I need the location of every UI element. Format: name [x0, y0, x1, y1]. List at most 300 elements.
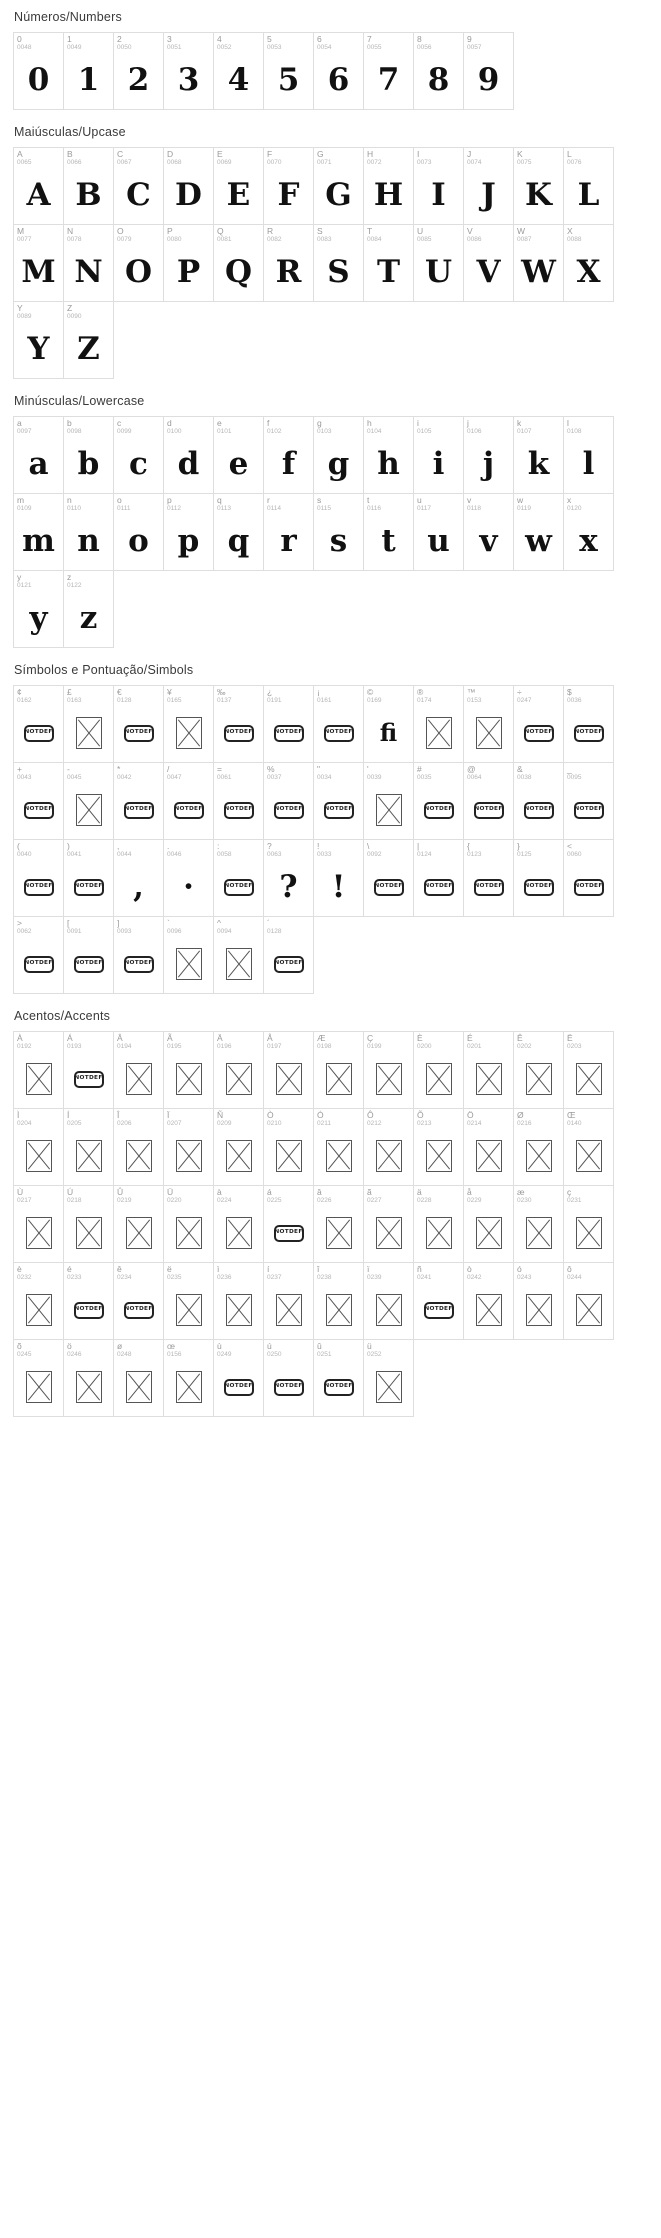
glyph-cell[interactable] — [63, 1262, 114, 1340]
glyph-code-label: 0242 — [467, 1274, 482, 1281]
glyph-cell[interactable] — [213, 224, 264, 302]
glyph-cell[interactable] — [513, 1185, 564, 1263]
glyph-cell[interactable] — [413, 147, 464, 225]
glyph-cell[interactable] — [463, 147, 514, 225]
glyph-cell[interactable] — [463, 685, 514, 763]
glyph-cell[interactable] — [163, 224, 214, 302]
glyph-cell[interactable] — [263, 1108, 314, 1186]
glyph-cell[interactable] — [163, 685, 214, 763]
glyph-cell[interactable] — [113, 1262, 164, 1340]
crossed-box-icon — [426, 1063, 452, 1095]
glyph-cell[interactable] — [563, 1031, 614, 1109]
glyph-sample: Q — [224, 253, 252, 290]
glyph-cell[interactable] — [263, 1262, 314, 1340]
glyph-cell[interactable] — [513, 1108, 564, 1186]
glyph-cell[interactable] — [63, 224, 114, 302]
glyph-cell[interactable] — [13, 685, 64, 763]
glyph-char-label: ¡ — [317, 687, 320, 697]
glyph-sample: h — [377, 445, 400, 482]
glyph-cell[interactable] — [363, 416, 414, 494]
missing-glyph-icon — [214, 1206, 263, 1260]
glyph-cell[interactable] — [513, 493, 564, 571]
glyph-cell[interactable] — [463, 416, 514, 494]
glyph-char-label: P — [167, 226, 173, 236]
notdef-glyph-icon — [314, 783, 363, 837]
glyph-cell[interactable] — [313, 32, 364, 110]
glyph-code-label: 0056 — [417, 44, 432, 51]
glyph-cell[interactable] — [63, 493, 114, 571]
glyph-cell[interactable] — [313, 416, 364, 494]
glyph-char-label: A — [17, 149, 23, 159]
glyph-code-label: 0082 — [267, 236, 282, 243]
crossed-box-icon — [376, 1294, 402, 1326]
glyph-cell[interactable] — [163, 1339, 214, 1417]
glyph-char-label: T — [367, 226, 373, 236]
glyph-cell[interactable] — [263, 1031, 314, 1109]
glyph-cell[interactable] — [113, 916, 164, 994]
glyph-cell[interactable] — [113, 1339, 164, 1417]
glyph-sample: q — [227, 522, 250, 559]
glyph-cell[interactable] — [363, 839, 414, 917]
glyph-cell[interactable] — [313, 1031, 364, 1109]
glyph-cell[interactable] — [363, 224, 414, 302]
glyph-char-label: E — [217, 149, 223, 159]
rounded-tag-icon: NOTDEF — [274, 1225, 304, 1242]
glyph-cell[interactable] — [313, 762, 364, 840]
glyph-cell[interactable] — [513, 224, 564, 302]
glyph-cell[interactable] — [313, 1339, 364, 1417]
glyph-char-label: 1 — [67, 34, 72, 44]
notdef-glyph-icon — [414, 783, 463, 837]
glyph-cell[interactable] — [63, 916, 114, 994]
glyph-cell[interactable] — [313, 839, 364, 917]
glyph-code-label: 0194 — [117, 1043, 132, 1050]
glyph-cell[interactable] — [163, 1262, 214, 1340]
glyph-char-label: W — [517, 226, 526, 236]
glyph-cell[interactable] — [563, 224, 614, 302]
rounded-tag-icon: NOTDEF — [24, 879, 54, 896]
glyph-cell[interactable] — [113, 32, 164, 110]
glyph-sample: f — [281, 445, 296, 482]
missing-glyph-icon — [514, 1052, 563, 1106]
missing-glyph-icon — [114, 1360, 163, 1414]
glyph-cell[interactable] — [213, 416, 264, 494]
glyph-cell[interactable] — [13, 493, 64, 571]
glyph-code-label: 0081 — [217, 236, 232, 243]
glyph-sample: n — [77, 522, 100, 559]
glyph-char-label: ® — [417, 687, 424, 697]
glyph-char-label: D — [167, 149, 174, 159]
missing-glyph-icon — [364, 783, 413, 837]
glyph-sample: t — [381, 522, 396, 559]
glyph-char-label: õ — [17, 1341, 22, 1351]
glyph-cell[interactable] — [13, 147, 64, 225]
glyph-cell[interactable] — [13, 301, 64, 379]
glyph-cell[interactable] — [63, 1339, 114, 1417]
glyph-cell[interactable] — [463, 1031, 514, 1109]
glyph-cell[interactable] — [363, 493, 414, 571]
glyph-sample: 1 — [77, 61, 100, 98]
glyph-cell[interactable] — [163, 416, 214, 494]
glyph-cell[interactable] — [163, 1108, 214, 1186]
glyph-code-label: 0054 — [317, 44, 332, 51]
glyph-code-label: 0232 — [17, 1274, 32, 1281]
glyph-code-label: 0233 — [67, 1274, 82, 1281]
glyph-cell[interactable] — [113, 1108, 164, 1186]
glyph-cell[interactable] — [263, 1185, 314, 1263]
glyph-cell[interactable] — [163, 147, 214, 225]
glyph-cell[interactable] — [63, 839, 114, 917]
glyph-cell[interactable] — [313, 1185, 364, 1263]
glyph-code-label: 0067 — [117, 159, 132, 166]
glyph-code-label: 0044 — [117, 851, 132, 858]
glyph-char-label: É — [467, 1033, 473, 1043]
missing-glyph-icon — [64, 706, 113, 760]
glyph-char-label: Í — [67, 1110, 70, 1120]
missing-glyph-icon — [114, 1206, 163, 1260]
glyph-cell[interactable] — [513, 839, 564, 917]
notdef-glyph-icon — [14, 706, 63, 760]
glyph-code-label: 0091 — [67, 928, 82, 935]
glyph-char-label: ) — [67, 841, 70, 851]
glyph-code-label: 0209 — [217, 1120, 232, 1127]
glyph-sample: A — [26, 176, 51, 213]
crossed-box-icon — [576, 1063, 602, 1095]
glyph-cell[interactable] — [263, 762, 314, 840]
glyph-code-label: 0073 — [417, 159, 432, 166]
glyph-cell[interactable] — [413, 1108, 464, 1186]
glyph-code-label: 0039 — [367, 774, 382, 781]
glyph-cell[interactable] — [313, 224, 364, 302]
glyph-cell[interactable] — [213, 147, 264, 225]
glyph-cell[interactable] — [13, 32, 64, 110]
glyph-cell[interactable] — [113, 147, 164, 225]
glyph-char-label: w — [517, 495, 524, 505]
glyph-char-label: F — [267, 149, 273, 159]
glyph-cell[interactable] — [413, 493, 464, 571]
notdef-glyph-icon — [264, 1360, 313, 1414]
glyph-cell[interactable] — [463, 224, 514, 302]
glyph-cell[interactable] — [213, 1339, 264, 1417]
glyph-cell[interactable] — [413, 416, 464, 494]
section-title: Minúsculas/Lowercase — [14, 394, 145, 408]
notdef-glyph-icon — [564, 706, 613, 760]
glyph-cell[interactable] — [213, 685, 264, 763]
glyph-char-label: ï — [367, 1264, 370, 1274]
notdef-glyph-icon — [14, 783, 63, 837]
glyph-cell[interactable] — [563, 1262, 614, 1340]
glyph-code-label: 0195 — [167, 1043, 182, 1050]
glyph-char-label: 4 — [217, 34, 222, 44]
glyph-code-label: 0110 — [67, 505, 81, 512]
glyph-cell[interactable] — [13, 1339, 64, 1417]
glyph-cell[interactable] — [413, 839, 464, 917]
glyph-sample: k — [527, 445, 550, 482]
crossed-box-icon — [226, 1217, 252, 1249]
glyph-cell[interactable] — [13, 1108, 64, 1186]
glyph-cell[interactable] — [63, 1108, 114, 1186]
glyph-char-label: Ú — [67, 1187, 74, 1197]
glyph-code-label: 0219 — [117, 1197, 132, 1204]
glyph-char-label: Ò — [267, 1110, 274, 1120]
glyph-sample: p — [177, 522, 200, 559]
glyph-cell[interactable] — [163, 762, 214, 840]
glyph-cell[interactable] — [363, 147, 414, 225]
glyph-cell[interactable] — [113, 493, 164, 571]
glyph-cell[interactable] — [263, 493, 314, 571]
glyph-cell[interactable] — [213, 762, 264, 840]
glyph-char-label: £ — [67, 687, 72, 697]
glyph-cell[interactable] — [363, 685, 414, 763]
glyph-cell[interactable] — [263, 685, 314, 763]
glyph-cell[interactable] — [463, 762, 514, 840]
glyph-cell[interactable] — [63, 416, 114, 494]
glyph-sample: z — [79, 599, 98, 636]
glyph-code-label: 0104 — [367, 428, 382, 435]
glyph-cell[interactable] — [163, 916, 214, 994]
glyph-cell[interactable] — [113, 1185, 164, 1263]
rounded-tag-icon: NOTDEF — [24, 802, 54, 819]
glyph-code-label: 0125 — [517, 851, 532, 858]
glyph-char-label: ô — [567, 1264, 572, 1274]
glyph-char-label: À — [17, 1033, 23, 1043]
glyph-cell[interactable] — [63, 147, 114, 225]
missing-glyph-icon — [214, 937, 263, 991]
missing-glyph-icon — [164, 706, 213, 760]
glyph-code-label: 0239 — [367, 1274, 382, 1281]
glyph-sample: U — [424, 253, 453, 290]
glyph-cell[interactable] — [213, 1262, 264, 1340]
glyph-code-label: 0069 — [217, 159, 232, 166]
glyph-cell[interactable] — [463, 1185, 514, 1263]
glyph-cell[interactable] — [113, 839, 164, 917]
glyph-code-label: 0123 — [467, 851, 482, 858]
glyph-char-label: Ø — [517, 1110, 524, 1120]
notdef-glyph-icon — [264, 937, 313, 991]
glyph-cell[interactable] — [463, 839, 514, 917]
glyph-cell[interactable] — [313, 1262, 364, 1340]
glyph-char-label: L — [567, 149, 572, 159]
missing-glyph-icon — [314, 1052, 363, 1106]
missing-glyph-icon — [164, 1206, 213, 1260]
glyph-char-label: l — [567, 418, 569, 428]
crossed-box-icon — [476, 717, 502, 749]
glyph-cell[interactable] — [313, 493, 364, 571]
glyph-cell[interactable] — [563, 147, 614, 225]
glyph-char-label: / — [167, 764, 170, 774]
glyph-code-label: 0108 — [567, 428, 582, 435]
crossed-box-icon — [176, 1294, 202, 1326]
glyph-cell[interactable] — [413, 685, 464, 763]
rounded-tag-icon: NOTDEF — [24, 725, 54, 742]
glyph-code-label: 0197 — [267, 1043, 282, 1050]
glyph-cell[interactable] — [363, 1108, 414, 1186]
missing-glyph-icon — [64, 1360, 113, 1414]
glyph-cell[interactable] — [263, 839, 314, 917]
glyph-cell[interactable] — [63, 301, 114, 379]
glyph-cell[interactable] — [463, 493, 514, 571]
glyph-cell[interactable] — [263, 224, 314, 302]
glyph-cell[interactable] — [413, 1185, 464, 1263]
glyph-cell[interactable] — [163, 32, 214, 110]
notdef-glyph-icon — [414, 860, 463, 914]
glyph-sample: e — [228, 445, 249, 482]
glyph-char-label: + — [17, 764, 22, 774]
glyph-cell[interactable] — [463, 1262, 514, 1340]
glyph-char-label: u — [417, 495, 422, 505]
glyph-cell[interactable] — [563, 762, 614, 840]
glyph-code-label: 0169 — [367, 697, 382, 704]
glyph-cell[interactable] — [363, 1262, 414, 1340]
glyph-char-label: - — [67, 764, 70, 774]
glyph-cell[interactable] — [13, 570, 64, 648]
missing-glyph-icon — [264, 1052, 313, 1106]
glyph-cell[interactable] — [63, 32, 114, 110]
glyph-code-label: 0058 — [217, 851, 232, 858]
glyph-cell[interactable] — [63, 1185, 114, 1263]
glyph-cell[interactable] — [363, 1339, 414, 1417]
glyph-cell[interactable] — [13, 416, 64, 494]
glyph-cell[interactable] — [113, 685, 164, 763]
crossed-box-icon — [526, 1140, 552, 1172]
glyph-cell[interactable] — [413, 1262, 464, 1340]
glyph-cell[interactable] — [63, 570, 114, 648]
glyph-cell[interactable] — [13, 839, 64, 917]
glyph-cell[interactable] — [163, 1185, 214, 1263]
glyph-cell[interactable] — [413, 32, 464, 110]
glyph-cell[interactable] — [513, 762, 564, 840]
glyph-cell[interactable] — [113, 224, 164, 302]
glyph-cell[interactable] — [263, 416, 314, 494]
glyph-cell[interactable] — [163, 493, 214, 571]
glyph-cell[interactable] — [563, 493, 614, 571]
glyph-cell[interactable] — [313, 685, 364, 763]
glyph-cell[interactable] — [213, 1108, 264, 1186]
notdef-glyph-icon — [214, 706, 263, 760]
glyph-cell[interactable] — [463, 1108, 514, 1186]
glyph-sample: I — [431, 176, 446, 213]
glyph-char-label: k — [517, 418, 522, 428]
glyph-sample: x — [579, 522, 598, 559]
glyph-char-label: U — [417, 226, 424, 236]
glyph-cell[interactable] — [513, 147, 564, 225]
glyph-cell[interactable] — [63, 685, 114, 763]
glyph-char-label: 7 — [367, 34, 372, 44]
glyph-cell[interactable] — [263, 32, 314, 110]
glyph-cell[interactable] — [463, 32, 514, 110]
glyph-code-label: 0228 — [417, 1197, 432, 1204]
glyph-code-label: 0243 — [517, 1274, 532, 1281]
glyph-char-label: ã — [367, 1187, 372, 1197]
glyph-cell[interactable] — [363, 1031, 414, 1109]
section-lowercase — [0, 384, 661, 647]
glyph-sample: b — [77, 445, 100, 482]
glyph-cell[interactable] — [563, 839, 614, 917]
glyph-cell[interactable] — [313, 147, 364, 225]
glyph-cell[interactable] — [163, 1031, 214, 1109]
glyph-cell[interactable] — [13, 916, 64, 994]
glyph-code-label: 0095 — [567, 774, 582, 781]
glyph-code-label: 0114 — [267, 505, 281, 512]
glyph-code-label: 0103 — [317, 428, 332, 435]
glyph-sample: ! — [331, 868, 346, 905]
glyph-char-label: r — [267, 495, 270, 505]
glyph-cell[interactable] — [563, 1185, 614, 1263]
section-accents — [0, 999, 661, 1416]
glyph-sample: , — [133, 868, 144, 905]
crossed-box-icon — [76, 1140, 102, 1172]
glyph-char-label: Â — [117, 1033, 123, 1043]
glyph-cell[interactable] — [313, 1108, 364, 1186]
glyph-cell[interactable] — [263, 147, 314, 225]
glyph-cell[interactable] — [513, 685, 564, 763]
glyph-cell[interactable] — [13, 224, 64, 302]
glyph-cell[interactable] — [363, 762, 414, 840]
glyph-cell[interactable] — [563, 685, 614, 763]
glyph-cell[interactable] — [13, 1262, 64, 1340]
glyph-cell[interactable] — [563, 416, 614, 494]
glyph-char-label: g — [317, 418, 322, 428]
glyph-cell[interactable] — [513, 416, 564, 494]
glyph-code-label: 0245 — [17, 1351, 32, 1358]
glyph-code-label: 0045 — [67, 774, 82, 781]
glyph-cell[interactable] — [213, 32, 264, 110]
glyph-cell[interactable] — [213, 493, 264, 571]
glyph-cell[interactable] — [363, 1185, 414, 1263]
glyph-cell[interactable] — [213, 916, 264, 994]
glyph-code-label: 0205 — [67, 1120, 82, 1127]
glyph-cell[interactable] — [213, 1185, 264, 1263]
glyph-sample: Z — [77, 330, 100, 367]
glyph-cell[interactable] — [413, 1031, 464, 1109]
crossed-box-icon — [576, 1140, 602, 1172]
glyph-cell[interactable] — [13, 1031, 64, 1109]
crossed-box-icon — [576, 1294, 602, 1326]
glyph-cell[interactable] — [63, 762, 114, 840]
glyph-cell[interactable] — [363, 32, 414, 110]
glyph-cell[interactable] — [413, 762, 464, 840]
glyph-cell[interactable] — [63, 1031, 114, 1109]
glyph-cell[interactable] — [113, 762, 164, 840]
glyph-char-label: á — [267, 1187, 272, 1197]
glyph-cell[interactable] — [263, 916, 314, 994]
crossed-box-icon — [226, 948, 252, 980]
glyph-cell[interactable] — [113, 416, 164, 494]
glyph-cell[interactable] — [213, 839, 264, 917]
glyph-cell[interactable] — [163, 839, 214, 917]
glyph-char-label: ! — [317, 841, 320, 851]
glyph-cell[interactable] — [13, 762, 64, 840]
notdef-glyph-icon — [214, 783, 263, 837]
glyph-char-label: X — [567, 226, 573, 236]
glyph-code-label: 0235 — [167, 1274, 182, 1281]
glyph-cell[interactable] — [413, 224, 464, 302]
glyph-code-label: 0115 — [317, 505, 331, 512]
glyph-cell[interactable] — [263, 1339, 314, 1417]
glyph-cell[interactable] — [113, 1031, 164, 1109]
crossed-box-icon — [476, 1294, 502, 1326]
glyph-cell[interactable] — [513, 1262, 564, 1340]
glyph-cell[interactable] — [213, 1031, 264, 1109]
glyph-sample: 7 — [377, 61, 400, 98]
glyph-char-label: ì — [217, 1264, 220, 1274]
glyph-cell[interactable] — [513, 1031, 564, 1109]
missing-glyph-icon — [164, 1283, 213, 1337]
glyph-cell[interactable] — [563, 1108, 614, 1186]
glyph-cell[interactable] — [13, 1185, 64, 1263]
missing-glyph-icon — [514, 1206, 563, 1260]
glyph-code-label: 0247 — [517, 697, 532, 704]
